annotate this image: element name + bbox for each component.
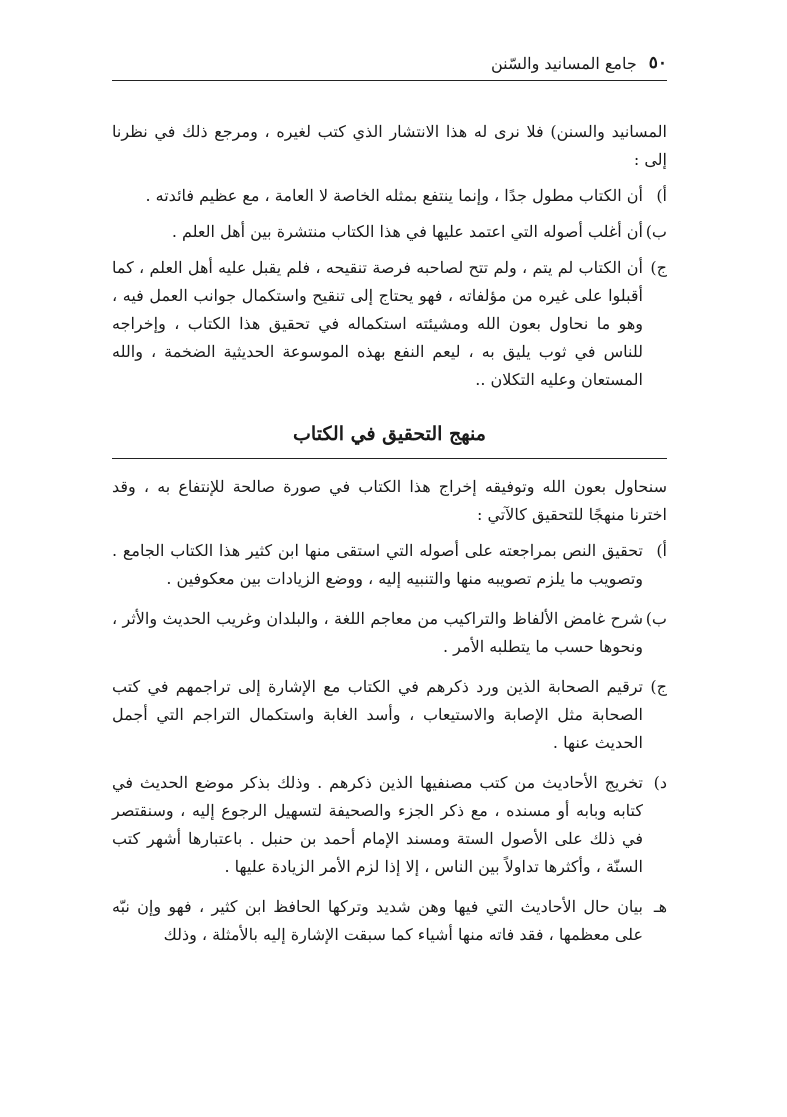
item-text: بيان حال الأحاديث التي فيها وهن شديد وتركها الحافظ ابن كثير ، فهو وإن نبّه على معظمها ، فقد فاته منها أشياء كما سبقت الإشارة إليه بالأمثلة ، وذلك <box>112 897 643 944</box>
list-item <box>112 893 667 949</box>
item-text: أن الكتاب مطول جدًا ، وإنما ينتفع بمثله الخاصة لا العامة ، مع عظيم فائدته . <box>145 186 643 205</box>
section-heading: منهج التحقيق في الكتاب <box>293 423 486 445</box>
item-marker: ج) <box>650 258 667 277</box>
item-marker: أ) <box>656 541 667 560</box>
item-text: تخريج الأحاديث من كتب مصنفيها الذين ذكرهم . وذلك بذكر موضع الحديث في كتابه وبابه أو مسنده ، مع ذكر الجزء والصحيفة لتسهيل الرجوع إليه ، وسنقتصر في ذلك على الأصول الستة ومسند الإمام أحمد بن حنبل . باعتبارها أشهر كتب السنّة ، وأكثرها تداولاً بين الناس ، إلا إذا لزم الأمر الزيادة عليها . <box>112 773 643 876</box>
list-item <box>112 537 667 593</box>
page-body <box>112 118 667 961</box>
page-number: ٥٠ <box>648 53 667 73</box>
list-item <box>112 182 667 210</box>
page-header <box>112 48 667 78</box>
item-text: تحقيق النص بمراجعته على أصوله التي استقى منها ابن كثير هذا الكتاب الجامع . وتصويب ما يلزم تصويبه منها والتنبيه إليه ، ووضع الزيادات بين معكوفين . <box>112 541 644 588</box>
item-marker: أ) <box>656 186 667 205</box>
running-title: جامع المسانيد والسّنن <box>490 53 637 73</box>
list-item <box>112 605 667 661</box>
item-marker: ب) <box>645 222 667 241</box>
item-text: ترقيم الصحابة الذين ورد ذكرهم في الكتاب مع الإشارة إلى تراجمهم في كتب الصحابة مثل الإصابة والاستيعاب ، وأسد الغابة واستكمال التراجم التي أجمل الحديث عنها . <box>112 677 643 752</box>
item-marker: د) <box>653 773 667 792</box>
intro-paragraph: المسانيد والسنن) فلا نرى له هذا الانتشار الذي كتب لغيره ، ومرجع ذلك في نظرنا إلى : <box>112 122 667 169</box>
item-text: أن أغلب أصوله التي اعتمد عليها في هذا الكتاب منتشرة بين أهل العلم . <box>171 222 643 241</box>
section-divider <box>112 458 667 459</box>
list-item <box>112 218 667 246</box>
item-text: أن الكتاب لم يتم ، ولم تتح لصاحبه فرصة تنقيحه ، فلم يقبل عليه أهل العلم ، كما أقبلوا على غيره من مؤلفاته ، فهو يحتاج إلى تنقيح واستكمال جوانب العمل فيه ، وهو ما نحاول بعون الله ومشيئته استكماله في تحقيق هذا الكتاب ، وإخراجه للناس في ثوب يليق به ، ليعم النفع بهذه الموسوعة الحديثية الضخمة ، والله المستعان وعليه التكلان .. <box>112 258 643 389</box>
list-item <box>112 673 667 757</box>
item-text: شرح غامض الألفاظ والتراكيب من معاجم اللغة ، والبلدان وغريب الحديث والأثر ، ونحوها حسب ما يتطلبه الأمر . <box>112 609 643 656</box>
item-marker: هـ <box>653 897 667 916</box>
item-marker: ج) <box>650 677 667 696</box>
method-paragraph: سنحاول بعون الله وتوفيقه إخراج هذا الكتاب في صورة صالحة للإنتفاع به ، وقد اخترنا منهجًا للتحقيق كالآتي : <box>112 477 667 524</box>
header-divider <box>112 80 667 81</box>
list-item <box>112 769 667 881</box>
item-marker: ب) <box>645 609 667 628</box>
list-item <box>112 254 667 394</box>
